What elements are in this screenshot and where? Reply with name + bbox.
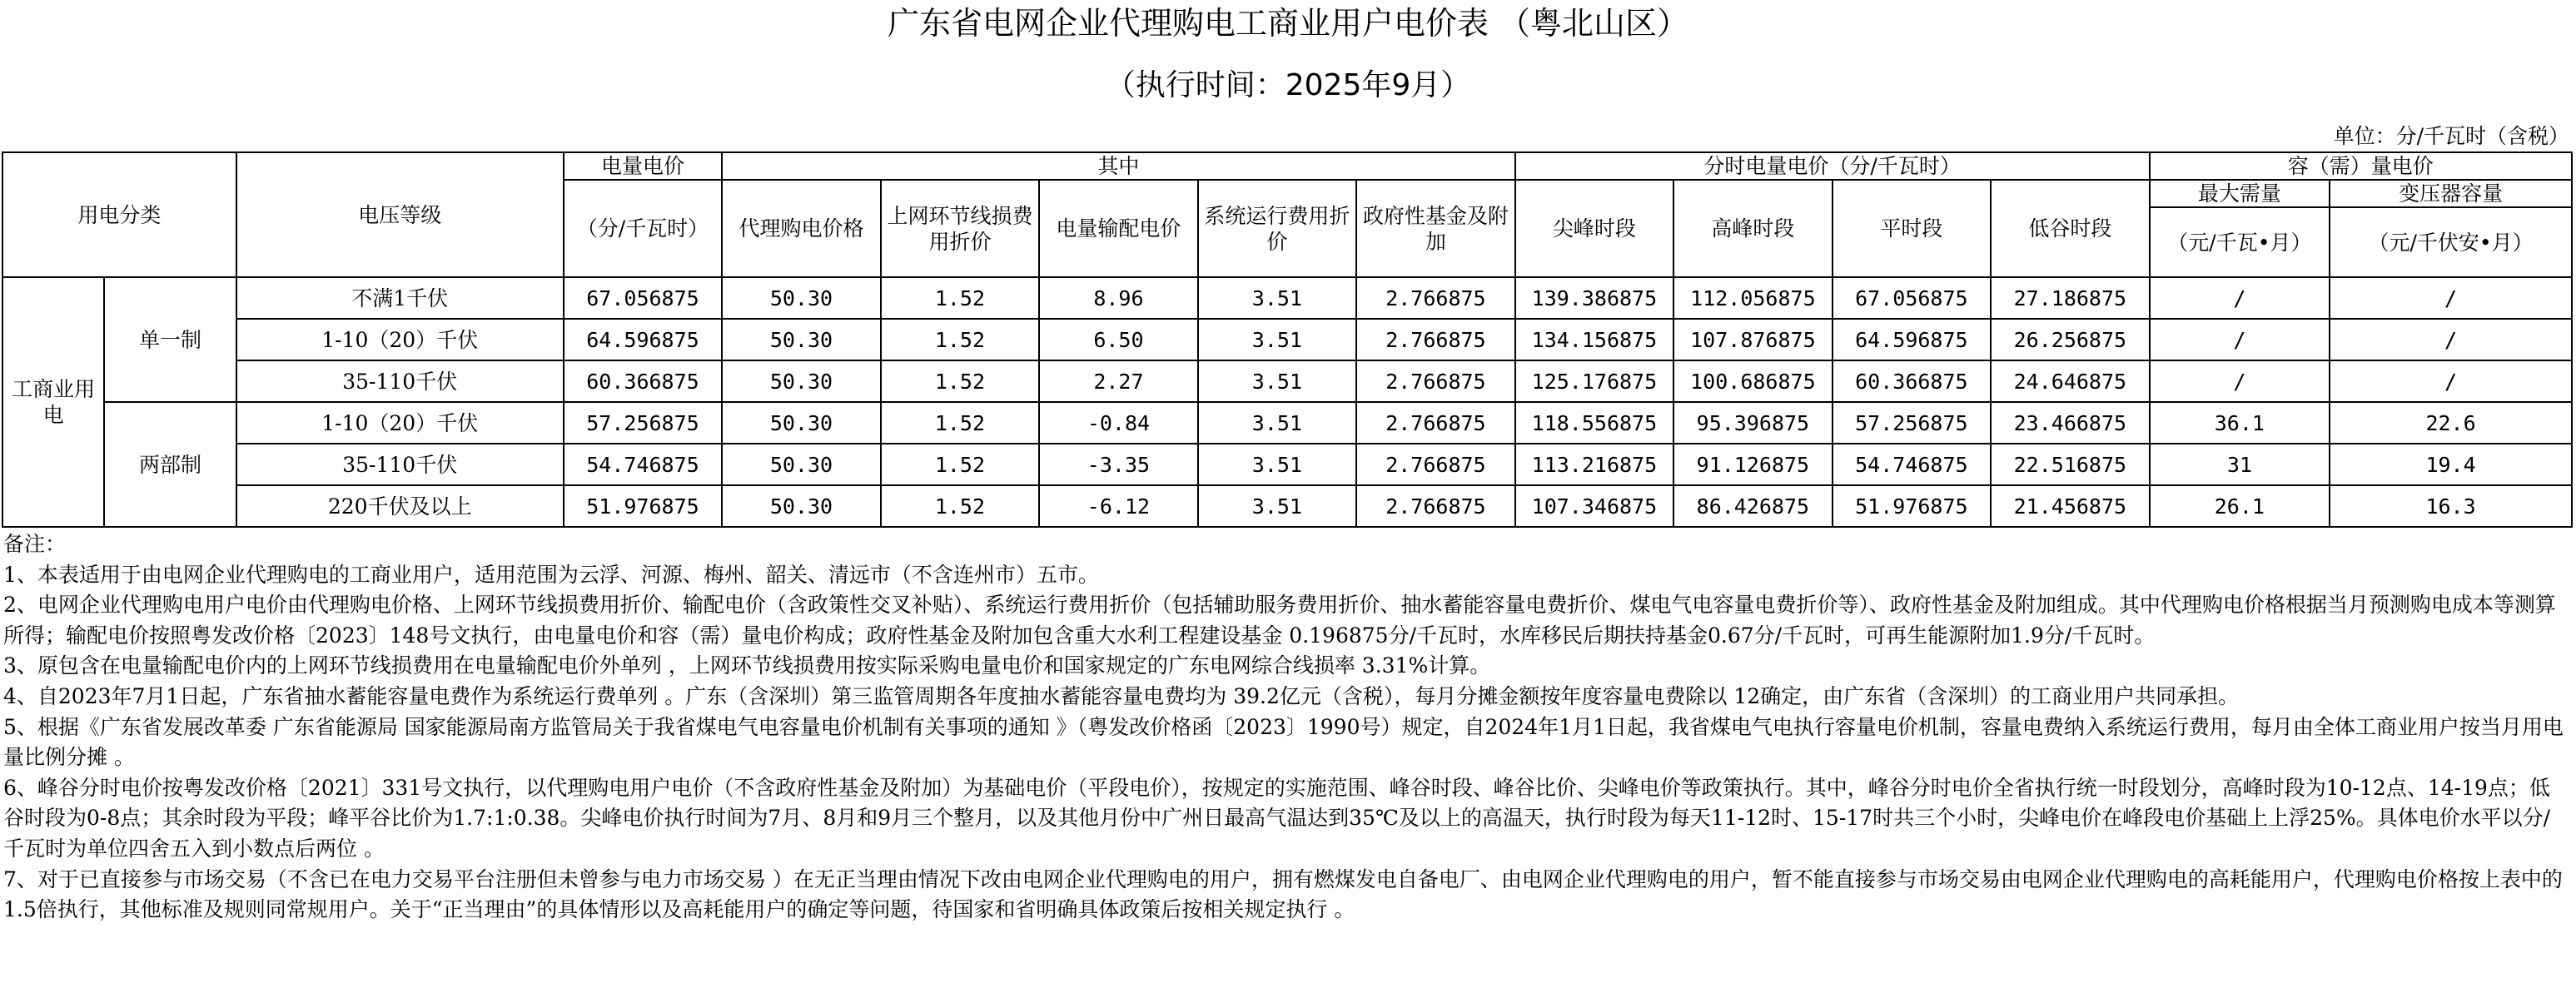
cell-fund: 2.766875 — [1356, 444, 1515, 485]
cell-sys: 3.51 — [1198, 360, 1356, 402]
header-peak: 高峰时段 — [1673, 180, 1832, 277]
cell-energy: 54.746875 — [564, 444, 722, 485]
cell-fund: 2.766875 — [1356, 360, 1515, 402]
cell-sys: 3.51 — [1198, 485, 1356, 527]
header-line-loss: 上网环节线损费用折价 — [881, 180, 1039, 277]
cell-loss: 1.52 — [881, 444, 1039, 485]
cell-flat: 64.596875 — [1833, 319, 1991, 360]
cell-transformer: / — [2330, 319, 2572, 360]
cell-trans: 6.50 — [1039, 319, 1197, 360]
cell-transformer: 22.6 — [2330, 402, 2572, 444]
cell-transformer: 16.3 — [2330, 485, 2572, 527]
notes — [3, 529, 2566, 926]
note-item: 3、原包含在电量输配电价内的上网环节线损费用在电量输配电价外单列 ，上网环节线损费用按实际采购电量电价和国家规定的广东电网综合线损率 3.31%计算。 — [3, 653, 1491, 678]
cell-voltage: 220千伏及以上 — [236, 485, 564, 527]
header-voltage: 电压等级 — [236, 152, 564, 277]
cell-agent: 50.30 — [722, 360, 880, 402]
cell-energy: 60.366875 — [564, 360, 722, 402]
cell-valley: 23.466875 — [1991, 402, 2149, 444]
cell-loss: 1.52 — [881, 319, 1039, 360]
cell-peak: 100.686875 — [1673, 360, 1832, 402]
note-item: 7、对于已直接参与市场交易（不含已在电力交易平台注册但未曾参与电力市场交易 ）在无正当理由情况下改由电网企业代理购电的用户，拥有燃煤发电自备电厂、由电网企业代理购电的用户，暂不能直接参与市场交易由电网企业代理购电的高耗能用户，代理购电价格按上表中的1.5倍执行，其他标准及规则同常规用户。关于“正当理由”的具体情形以及高耗能用户的确定等问题，待国家和省明确具体政策后按相关规定执行 。 — [3, 866, 2563, 922]
header-capacity: 容（需）量电价 — [2150, 152, 2572, 180]
cell-demand: / — [2150, 277, 2330, 319]
cell-voltage: 1-10（20）千伏 — [236, 319, 564, 360]
cell-loss: 1.52 — [881, 402, 1039, 444]
cell-agent: 50.30 — [722, 319, 880, 360]
subgroup-label: 单一制 — [104, 277, 236, 402]
cell-flat: 57.256875 — [1833, 402, 1991, 444]
cell-voltage: 35-110千伏 — [236, 360, 564, 402]
cell-peak-top: 113.216875 — [1515, 444, 1673, 485]
cell-trans: -6.12 — [1039, 485, 1197, 527]
cell-peak-top: 134.156875 — [1515, 319, 1673, 360]
cell-sys: 3.51 — [1198, 402, 1356, 444]
cell-flat: 60.366875 — [1833, 360, 1991, 402]
table-row — [2, 277, 2572, 319]
header-transmission: 电量输配电价 — [1039, 180, 1197, 277]
cell-agent: 50.30 — [722, 485, 880, 527]
cell-sys: 3.51 — [1198, 319, 1356, 360]
header-transformer: 变压器容量 — [2330, 180, 2572, 207]
cell-demand: 26.1 — [2150, 485, 2330, 527]
note-item: 1、本表适用于由电网企业代理购电的工商业用户，适用范围为云浮、河源、梅州、韶关、清远市（不含连州市）五市。 — [3, 562, 1099, 587]
subgroup-label: 两部制 — [104, 402, 236, 527]
table-row — [2, 485, 2572, 527]
cell-demand: 31 — [2150, 444, 2330, 485]
header-max-demand: 最大需量 — [2150, 180, 2330, 207]
note-item: 4、自2023年7月1日起，广东省抽水蓄能容量电费作为系统运行费单列 。广东（含深圳）第三监管周期各年度抽水蓄能容量电费均为 39.2亿元（含税），每月分摊金额按年度容量电费除以 12确定，由广东省（含深圳）的工商业用户共同承担。 — [3, 683, 2240, 708]
cell-demand: / — [2150, 360, 2330, 402]
table-row — [2, 319, 2572, 360]
cell-transformer: / — [2330, 360, 2572, 402]
cell-peak-top: 118.556875 — [1515, 402, 1673, 444]
cell-agent: 50.30 — [722, 277, 880, 319]
header-transformer-unit: （元/千伏安•月） — [2330, 207, 2572, 277]
cell-fund: 2.766875 — [1356, 402, 1515, 444]
cell-transformer: 19.4 — [2330, 444, 2572, 485]
header-of-which: 其中 — [722, 152, 1514, 180]
table-row — [2, 402, 2572, 444]
cell-trans: -0.84 — [1039, 402, 1197, 444]
header-energy-price-unit: （分/千瓦时） — [564, 180, 722, 277]
cell-loss: 1.52 — [881, 360, 1039, 402]
header-tou: 分时电量电价（分/千瓦时） — [1515, 152, 2150, 180]
cell-voltage: 1-10（20）千伏 — [236, 402, 564, 444]
header-valley: 低谷时段 — [1991, 180, 2149, 277]
cell-demand: 36.1 — [2150, 402, 2330, 444]
cell-peak: 91.126875 — [1673, 444, 1832, 485]
cell-trans: 8.96 — [1039, 277, 1197, 319]
cell-peak: 95.396875 — [1673, 402, 1832, 444]
cell-sys: 3.51 — [1198, 444, 1356, 485]
cell-agent: 50.30 — [722, 402, 880, 444]
notes-heading: 备注： — [3, 532, 67, 556]
cell-demand: / — [2150, 319, 2330, 360]
header-row-1 — [2, 152, 2572, 180]
header-peak-top: 尖峰时段 — [1515, 180, 1673, 277]
cell-energy: 64.596875 — [564, 319, 722, 360]
cell-peak-top: 107.346875 — [1515, 485, 1673, 527]
table-row — [2, 444, 2572, 485]
header-agent-price: 代理购电价格 — [722, 180, 880, 277]
cell-flat: 67.056875 — [1833, 277, 1991, 319]
cell-valley: 22.516875 — [1991, 444, 2149, 485]
cell-energy: 51.976875 — [564, 485, 722, 527]
group-label: 工商业用电 — [2, 277, 104, 527]
header-flat: 平时段 — [1833, 180, 1991, 277]
note-item: 2、电网企业代理购电用户电价由代理购电价格、上网环节线损费用折价、输配电价（含政策性交叉补贴）、系统运行费用折价（包括辅助服务费用折价、抽水蓄能容量电费折价、煤电气电容量电费折价等）、政府性基金及附加组成。其中代理购电价格根据当月预测购电成本等测算所得；输配电价按照粤发改价格〔2023〕148号文执行，由电量电价和容（需）量电价构成；政府性基金及附加包含重大水利工程建设基金 0.196875分/千瓦时，水库移民后期扶持基金0.67分/千瓦时，可再生能源附加1.9分/千瓦时。 — [3, 593, 2556, 648]
cell-peak-top: 125.176875 — [1515, 360, 1673, 402]
cell-trans: 2.27 — [1039, 360, 1197, 402]
cell-loss: 1.52 — [881, 277, 1039, 319]
header-energy-price: 电量电价 — [564, 152, 722, 180]
unit-label: 单位：分/千瓦时（含税） — [2333, 124, 2569, 148]
header-category: 用电分类 — [2, 152, 236, 277]
cell-transformer: / — [2330, 277, 2572, 319]
cell-valley: 26.256875 — [1991, 319, 2149, 360]
page-title: 广东省电网企业代理购电工商业用户电价表 （粤北山区） — [887, 5, 1689, 42]
cell-valley: 27.186875 — [1991, 277, 2149, 319]
cell-fund: 2.766875 — [1356, 277, 1515, 319]
cell-energy: 57.256875 — [564, 402, 722, 444]
cell-flat: 54.746875 — [1833, 444, 1991, 485]
header-system-cost: 系统运行费用折价 — [1198, 180, 1356, 277]
page-subtitle: （执行时间：2025年9月） — [1105, 68, 1471, 102]
cell-valley: 21.456875 — [1991, 485, 2149, 527]
note-item: 6、峰谷分时电价按粤发改价格〔2021〕331号文执行，以代理购电用户电价（不含政府性基金及附加）为基础电价（平段电价），按规定的实施范围、峰谷时段、峰谷比价、尖峰电价等政策执行。其中，峰谷分时电价全省执行统一时段划分，高峰时段为10-12点、14-19点；低谷时段为0-8点；其余时段为平段；峰平谷比价为1.7:1:0.38。尖峰电价执行时间为7月、8月和9月三个整月，以及其他月份中广州日最高气温达到35℃及以上的高温天，执行时段为每天11-12时、15-17时共三个小时，尖峰电价在峰段电价基础上上浮25%。具体电价水平以分/千瓦时为单位四舍五入到小数点后两位 。 — [3, 775, 2551, 861]
cell-agent: 50.30 — [722, 444, 880, 485]
header-max-demand-unit: （元/千瓦•月） — [2150, 207, 2330, 277]
cell-peak: 86.426875 — [1673, 485, 1832, 527]
cell-fund: 2.766875 — [1356, 485, 1515, 527]
cell-peak: 112.056875 — [1673, 277, 1832, 319]
header-gov-fund: 政府性基金及附加 — [1356, 180, 1515, 277]
note-item: 5、根据《广东省发展改革委 广东省能源局 国家能源局南方监管局关于我省煤电气电容量电价机制有关事项的通知 》（粤发改价格函〔2023〕1990号）规定，自2024年1月1日起，我省煤电气电执行容量电价机制，容量电费纳入系统运行费用，每月由全体工商业用户按当月用电量比例分摊 。 — [3, 714, 2564, 770]
cell-valley: 24.646875 — [1991, 360, 2149, 402]
cell-fund: 2.766875 — [1356, 319, 1515, 360]
cell-peak: 107.876875 — [1673, 319, 1832, 360]
cell-sys: 3.51 — [1198, 277, 1356, 319]
cell-energy: 67.056875 — [564, 277, 722, 319]
cell-flat: 51.976875 — [1833, 485, 1991, 527]
cell-peak-top: 139.386875 — [1515, 277, 1673, 319]
cell-trans: -3.35 — [1039, 444, 1197, 485]
cell-voltage: 不满1千伏 — [236, 277, 564, 319]
table-row — [2, 360, 2572, 402]
cell-loss: 1.52 — [881, 485, 1039, 527]
price-table — [2, 151, 2573, 528]
cell-voltage: 35-110千伏 — [236, 444, 564, 485]
